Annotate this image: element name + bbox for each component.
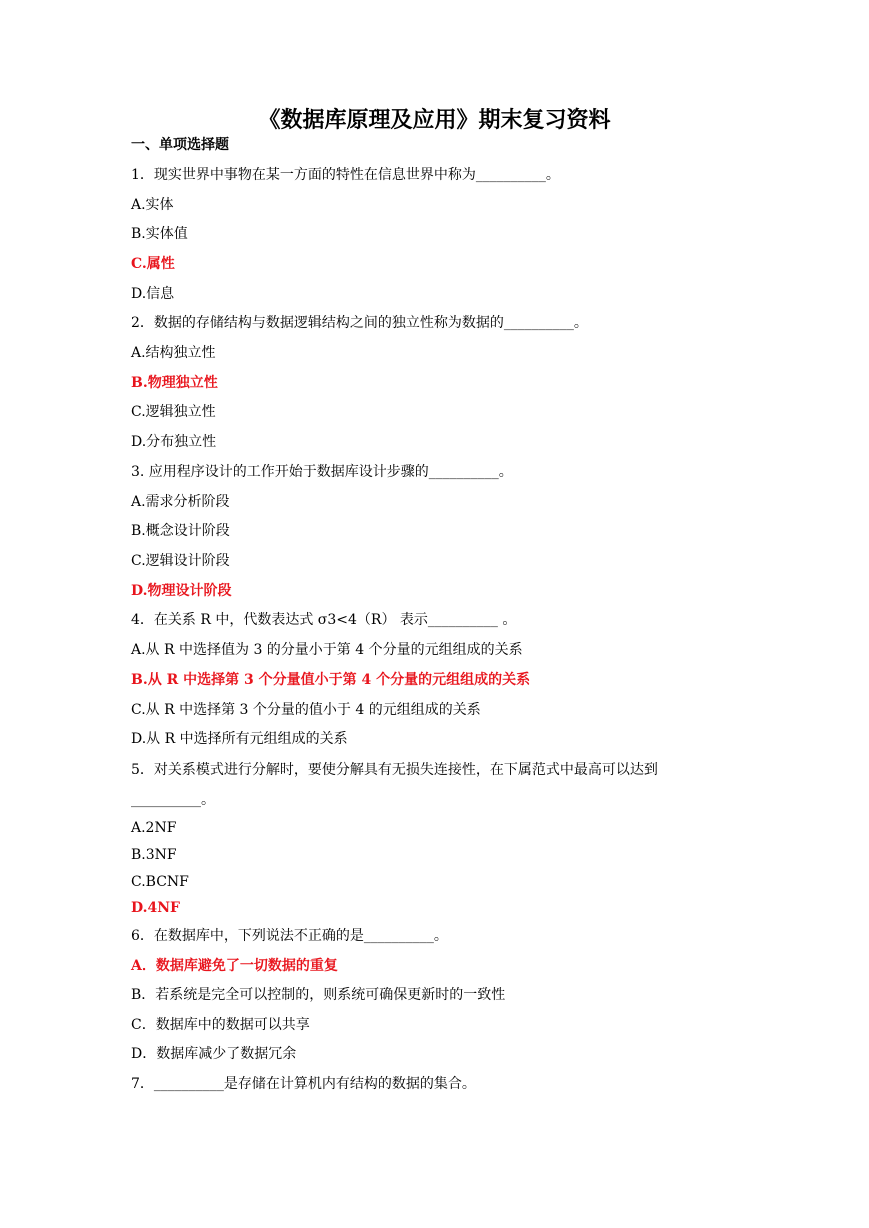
q2-option-c: C.逻辑独立性 (131, 404, 216, 420)
q1-option-d: D.信息 (131, 286, 175, 302)
q5-option-c: C.BCNF (131, 874, 189, 890)
q4-option-b-answer: B.从 R 中选择第 3 个分量值小于第 4 个分量的元组组成的关系 (131, 672, 531, 688)
q2-option-d: D.分布独立性 (131, 434, 217, 450)
q3-option-d-answer: D.物理设计阶段 (131, 583, 232, 599)
document-title: 《数据库原理及应用》期末复习资料 (258, 107, 611, 133)
q4-option-a: A.从 R 中选择值为 3 的分量小于第 4 个分量的元组组成的关系 (131, 642, 523, 658)
q4-option-c: C.从 R 中选择第 3 个分量的值小于 4 的元组组成的关系 (131, 702, 481, 718)
q3-stem: 3. 应用程序设计的工作开始于数据库设计步骤的__________。 (131, 464, 513, 480)
q5-option-b: B.3NF (131, 847, 177, 863)
q3-option-c: C.逻辑设计阶段 (131, 553, 230, 569)
q2-stem: 2．数据的存储结构与数据逻辑结构之间的独立性称为数据的__________。 (131, 315, 588, 331)
q7-stem: 7．__________是存储在计算机内有结构的数据的集合。 (131, 1076, 476, 1092)
q4-option-d: D.从 R 中选择所有元组组成的关系 (131, 731, 348, 747)
q1-stem: 1．现实世界中事物在某一方面的特性在信息世界中称为__________。 (131, 167, 560, 183)
q4-stem: 4．在关系 R 中，代数表达式 σ3<4（R） 表示__________ 。 (131, 612, 517, 628)
q5-stem-line2: __________。 (131, 792, 215, 808)
q6-option-b: B．若系统是完全可以控制的，则系统可确保更新时的一致性 (131, 987, 506, 1003)
section-heading: 一、单项选择题 (131, 137, 229, 153)
q6-stem: 6．在数据库中，下列说法不正确的是__________。 (131, 928, 448, 944)
q5-option-d-answer: D.4NF (131, 900, 180, 916)
q5-option-a: A.2NF (131, 820, 177, 836)
q3-option-a: A.需求分析阶段 (131, 494, 230, 510)
q1-option-a: A.实体 (131, 197, 174, 213)
q2-option-b-answer: B.物理独立性 (131, 375, 218, 391)
q6-option-d: D．数据库减少了数据冗余 (131, 1046, 297, 1062)
q3-option-b: B.概念设计阶段 (131, 523, 230, 539)
q5-stem-line1: 5．对关系模式进行分解时，要使分解具有无损失连接性，在下属范式中最高可以达到 (131, 762, 658, 778)
q6-option-a-answer: A．数据库避免了一切数据的重复 (131, 958, 338, 974)
q6-option-c: C．数据库中的数据可以共享 (131, 1017, 310, 1033)
q2-option-a: A.结构独立性 (131, 345, 216, 361)
q1-option-b: B.实体值 (131, 226, 188, 242)
q1-option-c-answer: C.属性 (131, 256, 175, 272)
